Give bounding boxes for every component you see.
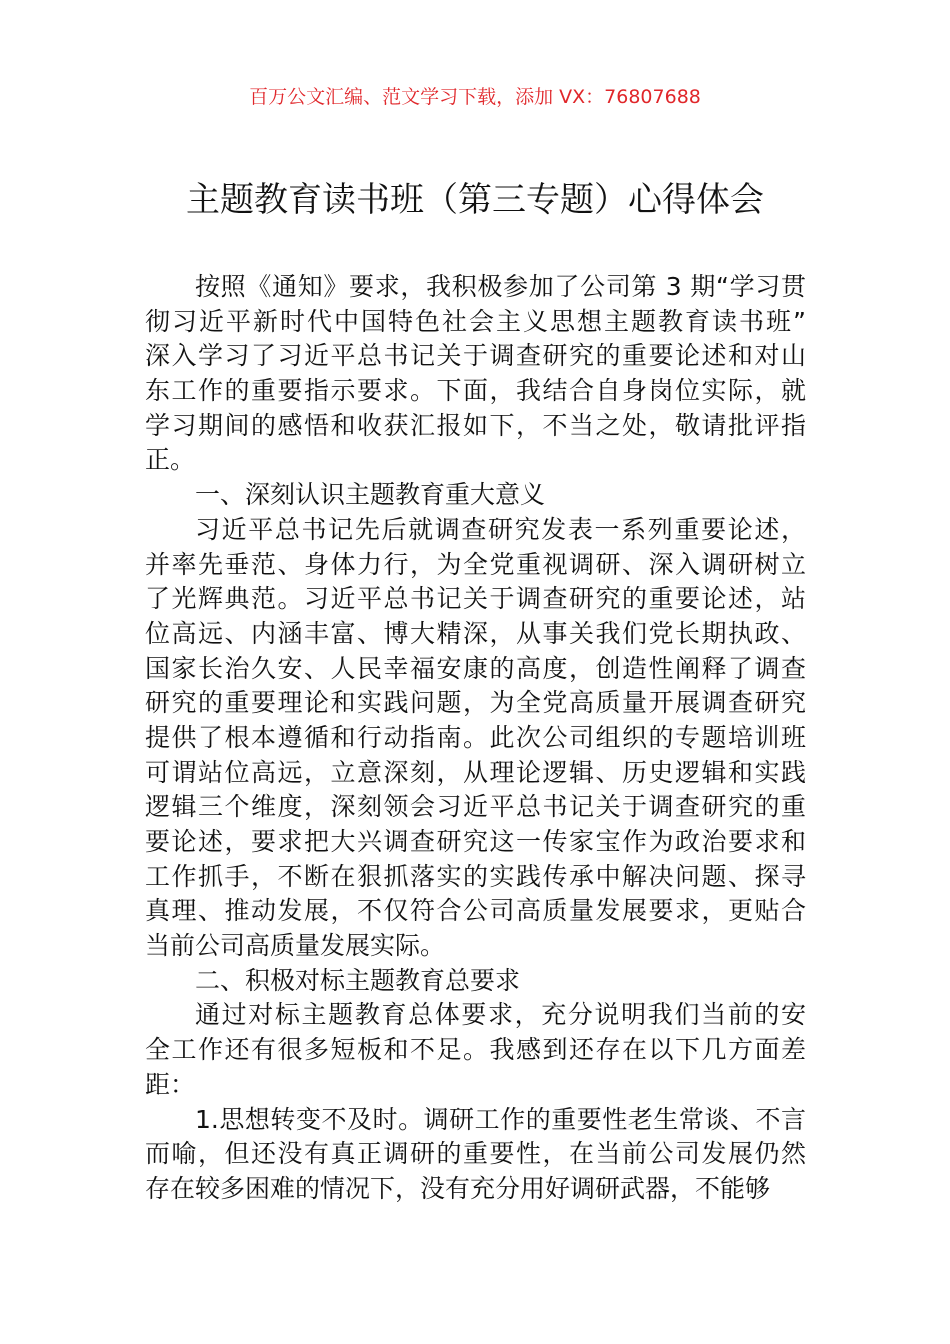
text-line: 1.思想转变不及时。调研工作的重要性老生常谈、不言 (195, 1104, 806, 1134)
paragraph (145, 1103, 806, 1207)
text-line: 一、深刻认识主题教育重大意义 (195, 480, 546, 510)
text-line: 存在较多困难的情况下，没有充分用好调研武器，不能够 (145, 1173, 771, 1203)
text-line: 研究的重要理论和实践问题，为全党高质量开展调查研究 (145, 688, 806, 718)
text-line: 当前公司高质量发展实际。 (145, 931, 446, 961)
document-body (145, 270, 806, 1207)
text-line: 全工作还有很多短板和不足。我感到还存在以下几方面差 (145, 1035, 806, 1065)
section-heading (145, 478, 806, 513)
text-line: 通过对标主题教育总体要求，充分说明我们当前的安 (195, 1000, 806, 1030)
text-line: 按照《通知》要求，我积极参加了公司第 3 期“学习贯 (195, 272, 806, 301)
text-line: 工作抓手，不断在狠抓落实的实践传承中解决问题、探寻 (145, 861, 806, 891)
text-line: 真理、推动发展，不仅符合公司高质量发展要求，更贴合 (145, 896, 806, 926)
text-line: 学习期间的感悟和收获汇报如下，不当之处，敬请批评指 (145, 410, 806, 440)
text-line: 并率先垂范、身体力行，为全党重视调研、深入调研树立 (145, 549, 806, 579)
text-line: 提供了根本遵循和行动指南。此次公司组织的专题培训班 (145, 722, 806, 752)
paragraph (145, 513, 806, 964)
text-line: 而喻，但还没有真正调研的重要性，在当前公司发展仍然 (145, 1139, 806, 1169)
text-line: 了光辉典范。习近平总书记关于调查研究的重要论述，站 (145, 584, 806, 614)
text-line: 正。 (145, 445, 196, 475)
document-title: 主题教育读书班（第三专题）心得体会 (186, 180, 764, 220)
text-line: 深入学习了习近平总书记关于调查研究的重要论述和对山 (145, 341, 806, 371)
paragraph (145, 270, 806, 478)
text-line: 要论述，要求把大兴调查研究这一传家宝作为政治要求和 (145, 827, 806, 856)
text-line: 东工作的重要指示要求。下面，我结合自身岗位实际，就 (145, 376, 806, 406)
text-line: 二、积极对标主题教育总要求 (195, 965, 521, 995)
text-line: 逻辑三个维度，深刻领会习近平总书记关于调查研究的重 (145, 792, 806, 822)
section-heading (145, 964, 806, 999)
text-line: 距： (145, 1069, 196, 1099)
text-line: 位高远、内涵丰富、博大精深，从事关我们党长期执政、 (145, 618, 806, 648)
text-line: 彻习近平新时代中国特色社会主义思想主题教育读书班” (145, 306, 806, 336)
paragraph (145, 998, 806, 1102)
text-line: 可谓站位高远，立意深刻，从理论逻辑、历史逻辑和实践 (145, 757, 806, 787)
watermark-header: 百万公文汇编、范文学习下载，添加 VX：76807688 (249, 86, 701, 108)
text-line: 国家长治久安、人民幸福安康的高度，创造性阐释了调查 (145, 653, 806, 683)
text-line: 习近平总书记先后就调查研究发表一系列重要论述， (195, 514, 806, 544)
